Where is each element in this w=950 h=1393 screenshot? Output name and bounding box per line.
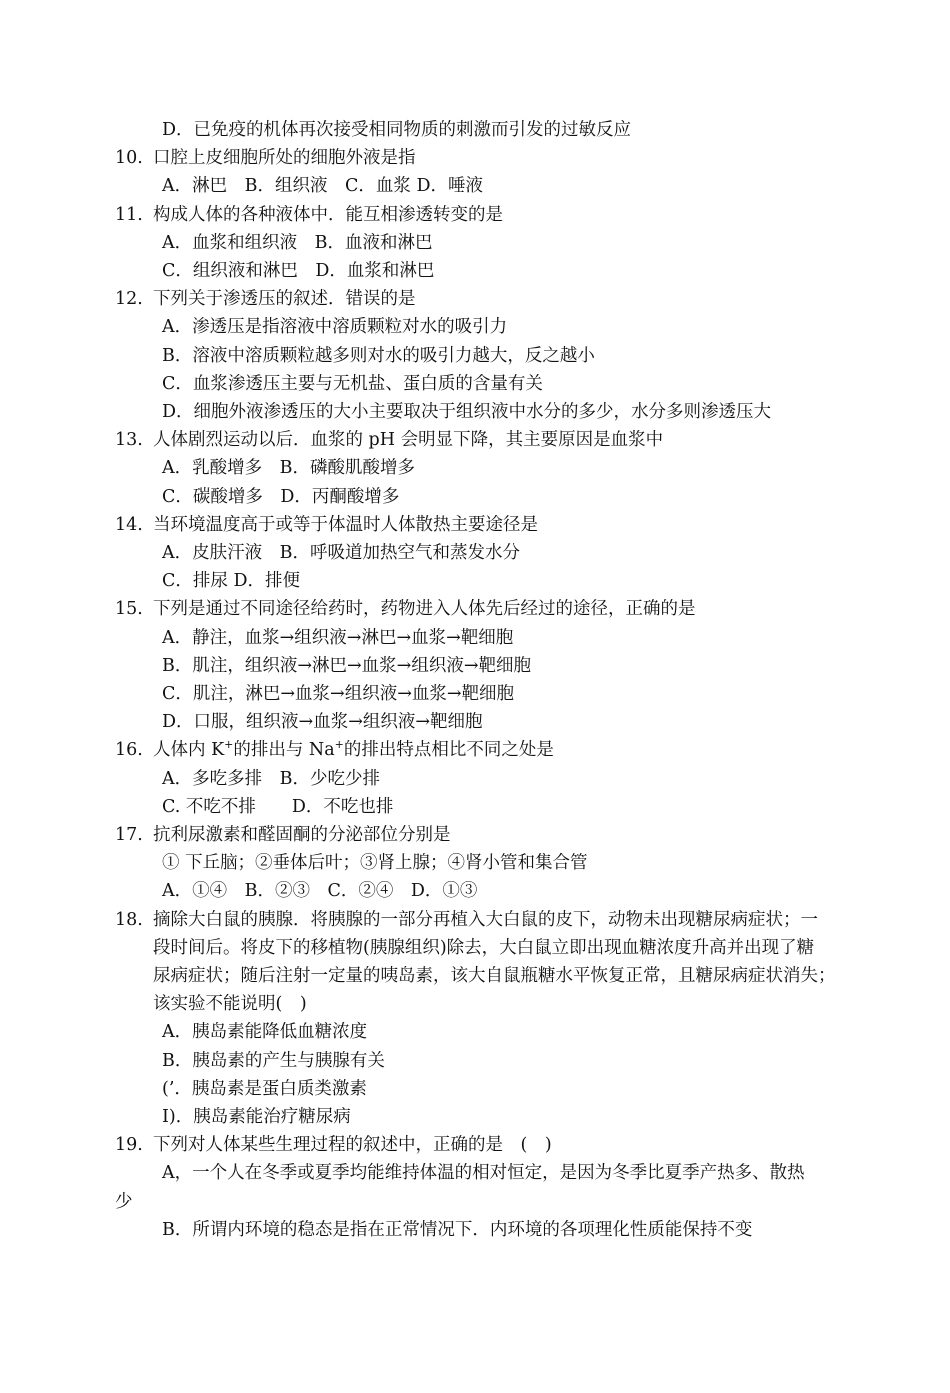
option-text: D．口服，组织液→血浆→组织液→靶细胞 (162, 712, 483, 733)
option-text: C．碳酸增多 D．丙酮酸增多 (162, 486, 400, 507)
question-line (115, 821, 950, 849)
question-text: 的排出特点相比不同之处是 (343, 740, 554, 761)
option-line (162, 313, 950, 341)
option-line (162, 567, 950, 595)
question-text: 尿病症状；随后注射一定量的咦岛素，该大自鼠瓶糖水平恢复正常，且糖尿病症状消失； (153, 966, 836, 986)
option-line (162, 624, 950, 652)
superscript: + (224, 738, 234, 752)
option-line (162, 1075, 950, 1103)
option-text: C．肌注，淋巴→血浆→组织液→血浆→靶细胞 (162, 684, 515, 704)
question-text: 抗利尿激素和醛固酮的分泌部位分别是 (153, 825, 451, 845)
question-line (115, 736, 950, 764)
option-text: A．淋巴 B．组织液 C．血浆 D．唾液 (162, 176, 483, 197)
option-line (162, 172, 950, 200)
question-number: 19. (115, 1135, 143, 1156)
question-number: 17. (115, 825, 143, 845)
option-line (162, 765, 950, 793)
option-text: C．排尿 D．排便 (162, 571, 300, 592)
question-number: 10. (115, 148, 143, 169)
option-line (162, 1047, 950, 1075)
option-line (162, 1103, 950, 1131)
option-text: D．细胞外液渗透压的大小主要取决于组织液中水分的多少，水分多则渗透压大 (162, 402, 772, 422)
option-text: (’．胰岛素是蛋白质类激素 (162, 1078, 367, 1099)
option-line (162, 1159, 950, 1187)
option-text: A．多吃多排 B．少吃少排 (162, 768, 380, 789)
option-line (162, 793, 950, 821)
question-text: 人体剧烈运动以后．血浆的 pH 会明显下降，其主要原因是血浆中 (153, 430, 664, 451)
option-text: A．乳酸增多 B．磷酸肌酸增多 (162, 458, 415, 479)
option-line (162, 539, 950, 567)
option-text: A．渗透压是指溶液中溶质颗粒对水的吸引力 (162, 317, 508, 338)
option-line (162, 877, 950, 905)
option-text: A．胰岛素能降低血糖浓度 (162, 1022, 368, 1043)
continuation-line (115, 1188, 950, 1216)
question-number: 16. (115, 740, 143, 761)
continuation-line (153, 990, 950, 1018)
option-text: D．不吃也排 (291, 796, 394, 817)
option-line (162, 454, 950, 482)
option-line (162, 229, 950, 257)
continuation-line (153, 962, 950, 990)
question-text: 的排出与 Na (233, 740, 335, 761)
question-number: 15. (115, 599, 143, 620)
question-text: 构成人体的各种液体中．能互相渗透转变的是 (153, 204, 503, 225)
question-text: 该实验不能说明( ) (153, 994, 307, 1015)
option-line (162, 398, 950, 426)
option-text: A．静注，血浆→组织液→淋巴→血浆→靶细胞 (162, 627, 514, 648)
question-text: 摘除大白鼠的胰腺．将胰腺的一部分再植入大白鼠的皮下，动物未出现糖尿病症状；一 (153, 909, 818, 930)
option-text: B．胰岛素的产生与胰腺有关 (162, 1050, 385, 1071)
option-text: C．血浆渗透压主要与无机盐、蛋白质的含量有关 (162, 373, 543, 394)
question-number: 18. (115, 909, 143, 930)
option-line (162, 257, 950, 285)
option-text: B．溶液中溶质颗粒越多则对水的吸引力越大，反之越小 (162, 345, 595, 366)
superscript: + (334, 738, 344, 752)
option-text: B．肌注，组织液→淋巴→血浆→组织液→靶细胞 (162, 655, 532, 676)
option-text: A．①④ B．②③ C．②④ D．①③ (162, 881, 478, 902)
question-text: 人体内 K (153, 740, 225, 761)
question-number: 12. (115, 289, 143, 310)
question-text: 少 (115, 1191, 133, 1212)
question-number: 14. (115, 514, 143, 535)
option-line (162, 849, 950, 877)
question-line (115, 201, 950, 229)
option-line (162, 1018, 950, 1046)
question-text: 当环境温度高于或等于体温时人体散热主要途径是 (153, 514, 538, 535)
continuation-line (153, 934, 950, 962)
question-text: 下列是通过不同途径给药时，药物进入人体先后经过的途径，正确的是 (153, 599, 696, 620)
question-line (115, 285, 950, 313)
question-line (115, 595, 950, 623)
question-line (115, 906, 950, 934)
question-text: 口腔上皮细胞所处的细胞外液是指 (153, 148, 416, 169)
option-text: A，一个人在冬季或夏季均能维持体温的相对恒定，是因为冬季比夏季产热多、散热 (162, 1163, 805, 1184)
option-text: B．所谓内环境的稳态是指在正常情况下．内环境的各项理化性质能保持不变 (162, 1219, 753, 1240)
option-text: C. 不吃不排 (162, 796, 256, 817)
option-text: C．组织液和淋巴 D．血浆和淋巴 (162, 261, 435, 281)
option-text: I)．胰岛素能治疗糖尿病 (162, 1107, 351, 1127)
question-text: 下列关于渗透压的叙述．错误的是 (153, 289, 416, 310)
question-line (115, 511, 950, 539)
question-text: 段时间后。将皮下的移植物(胰腺组织)除去，大白鼠立即出现血糖浓度升高并出现了糖 (153, 937, 815, 958)
option-line (162, 342, 950, 370)
question-number: 11. (115, 204, 143, 225)
option-line (162, 680, 950, 708)
question-line (115, 426, 950, 454)
option-text: A．皮肤汗液 B．呼吸道加热空气和蒸发水分 (162, 543, 520, 563)
option-line (162, 116, 950, 144)
question-text: 下列对人体某些生理过程的叙述中，正确的是 ( ) (153, 1135, 552, 1156)
option-line (162, 652, 950, 680)
option-line (162, 370, 950, 398)
option-text: ① 下丘脑；②垂体后叶；③肾上腺；④肾小管和集合管 (162, 853, 588, 874)
option-line (162, 1216, 950, 1244)
question-number: 13. (115, 430, 143, 451)
option-text: A．血浆和组织液 B．血液和淋巴 (162, 232, 433, 253)
question-line (115, 144, 950, 172)
question-line (115, 1131, 950, 1159)
option-line (162, 483, 950, 511)
option-line (162, 708, 950, 736)
option-text: D．已免疫的机体再次接受相同物质的刺激而引发的过敏反应 (162, 120, 632, 140)
